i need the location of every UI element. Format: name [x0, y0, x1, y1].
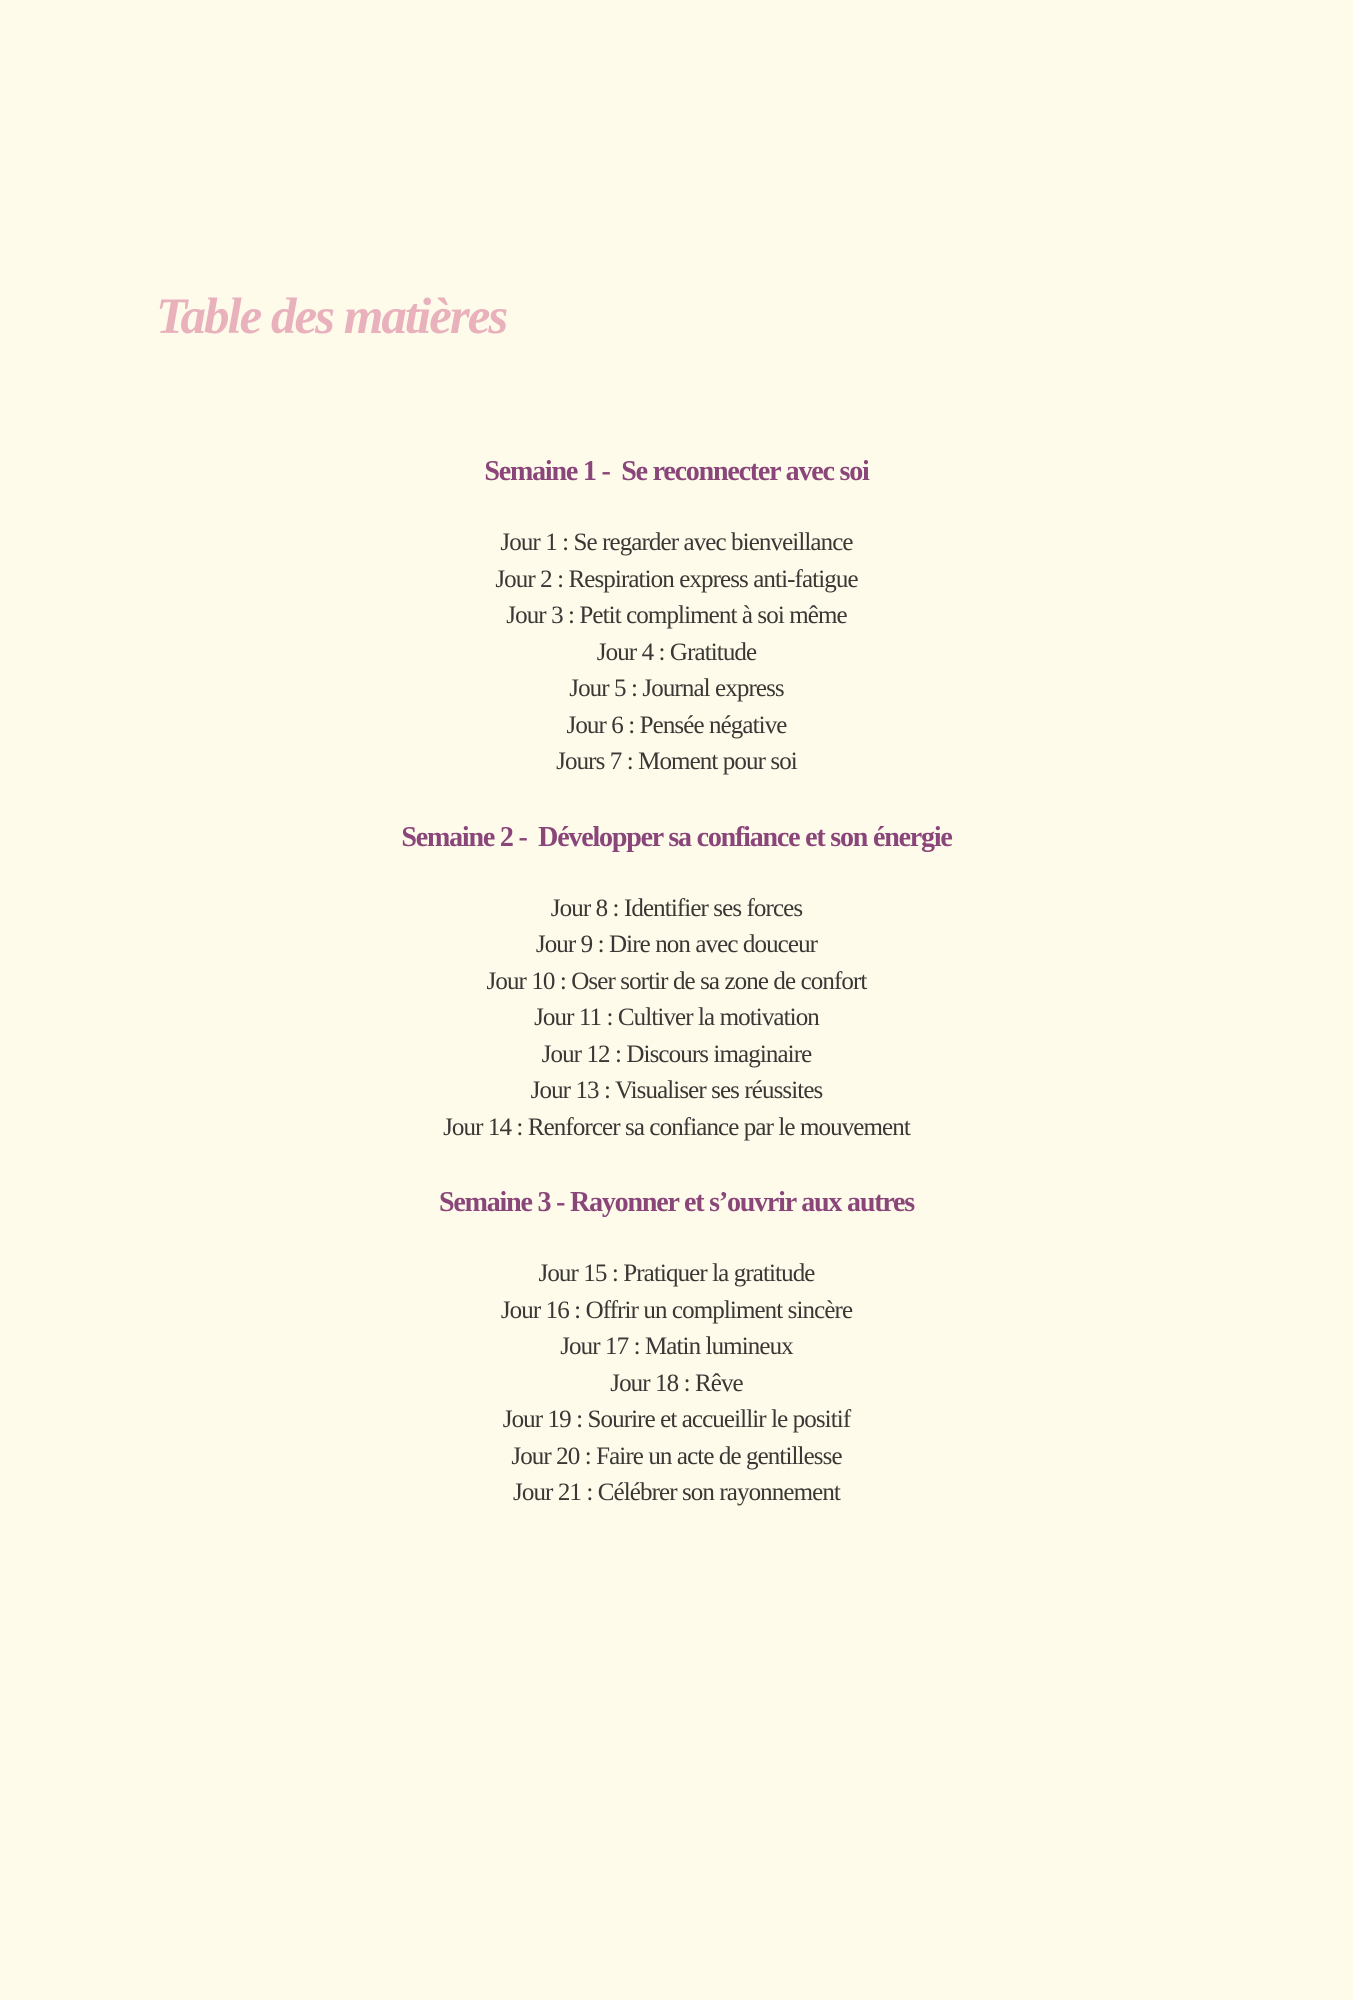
toc-entry-day-10: Jour 10 : Oser sortir de sa zone de confort	[486, 967, 867, 995]
toc-entry-day-1: Jour 1 : Se regarder avec bienveillance	[500, 529, 853, 556]
toc-entry-day-19: Jour 19 : Sourire et accueillir le positif	[502, 1406, 851, 1433]
toc-entry-day-21: Jour 21 : Célébrer son rayonnement	[513, 1479, 840, 1506]
table-of-contents	[0, 452, 1353, 1512]
week-2-section	[0, 818, 1353, 1147]
week-3-section	[0, 1183, 1353, 1512]
toc-entry-day-6: Jour 6 : Pensée négative	[566, 711, 787, 739]
toc-entry-day-17: Jour 17 : Matin lumineux	[560, 1333, 793, 1360]
toc-entry-day-13: Jour 13 : Visualiser ses réussites	[530, 1077, 823, 1104]
week-3-heading: Semaine 3 - Rayonner et s’ouvrir aux autres	[439, 1187, 914, 1218]
toc-entry-day-14: Jour 14 : Renforcer sa confiance par le mouvement	[443, 1113, 910, 1141]
toc-entry-day-3: Jour 3 : Petit compliment à soi même	[506, 602, 847, 629]
week-1-section	[0, 452, 1353, 781]
toc-entry-day-11: Jour 11 : Cultiver la motivation	[534, 1004, 819, 1031]
toc-entry-day-5: Jour 5 : Journal express	[569, 675, 784, 702]
toc-entry-day-8: Jour 8 : Identifier ses forces	[550, 894, 803, 922]
week-2-heading: Semaine 2 - Développer sa confiance et son énergie	[401, 821, 952, 853]
toc-entry-day-16: Jour 16 : Offrir un compliment sincère	[500, 1296, 853, 1324]
toc-entry-day-18: Jour 18 : Rêve	[610, 1369, 743, 1397]
toc-entry-day-7: Jours 7 : Moment pour soi	[556, 748, 797, 775]
week-2-days	[0, 891, 1353, 1147]
toc-entry-day-12: Jour 12 : Discours imaginaire	[541, 1040, 812, 1068]
toc-entry-day-9: Jour 9 : Dire non avec douceur	[535, 931, 818, 958]
week-3-days	[0, 1256, 1353, 1512]
toc-entry-day-4: Jour 4 : Gratitude	[596, 638, 757, 666]
week-1-heading: Semaine 1 - Se reconnecter avec soi	[484, 456, 869, 487]
toc-entry-day-20: Jour 20 : Faire un acte de gentillesse	[511, 1442, 842, 1470]
page-title: Table des matières	[156, 289, 507, 345]
week-1-days	[0, 525, 1353, 781]
toc-entry-day-2: Jour 2 : Respiration express anti-fatigue	[495, 565, 858, 593]
toc-entry-day-15: Jour 15 : Pratiquer la gratitude	[538, 1260, 815, 1287]
